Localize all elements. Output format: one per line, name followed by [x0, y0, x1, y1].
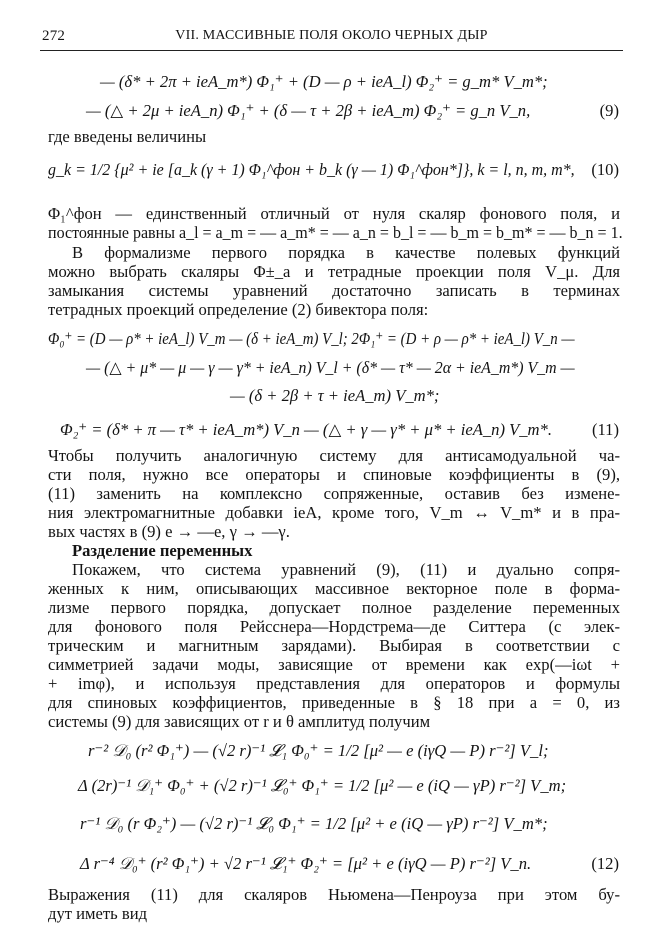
- equation-12-line-3: r⁻¹ 𝒟₀ (r Φ₂⁺) — (√2 r)⁻¹ 𝓛₀ Φ₁⁺ = 1/2 [μ² + e (iQ — γP) r⁻²] V_m*;: [80, 814, 548, 833]
- equation-11-line-1: Φ₀⁺ = (D — ρ* + ieA_l) V_m — (δ + ieA_m) V_l; 2Φ₁⁺ = (D + ρ — ρ* + ieA_l) V_n —: [48, 329, 575, 348]
- equation-12-line-4: Δ r⁻⁴ 𝒟₀⁺ (r² Φ₁⁺) + √2 r⁻¹ 𝓛₁⁺ Φ₂⁺ = [μ² + e (iγQ — P) r⁻²] V_n.: [80, 854, 532, 873]
- equation-11-number: (11): [591, 420, 619, 439]
- text-line: для спиновых коэффициентов, приведенные в § 18 при a = 0, из: [48, 693, 620, 712]
- text-line: В формализме первого порядка в качестве полевых функций: [72, 243, 620, 262]
- text-line: ния электромагнитные добавки ieA, кроме того, V_m ↔ V_m* и в пра-: [48, 503, 620, 522]
- text-line: трическим и магнитным зарядами). Выбирая в соответствии с: [48, 636, 620, 655]
- text-line: Выражения (11) для скаляров Ньюмена—Пенроуза при этом бу-: [48, 885, 620, 904]
- text-line: вых частях в (9) e → —e, γ → —γ.: [48, 522, 290, 541]
- text-line: для фонового поля Рейсснера—Нордстрема—де Ситтера (с элек-: [48, 617, 620, 636]
- running-header: [40, 24, 623, 51]
- equation-12-number: (12): [591, 854, 619, 873]
- text-line: Φ₁^фон — единственный отличный от нуля скаляр фонового поля, и: [48, 204, 620, 223]
- equation-11-line-4: Φ₂⁺ = (δ* + π — τ* + ieA_m*) V_n — (△ + γ — γ* + μ* + ieA_n) V_m*.: [60, 420, 552, 439]
- text-line: Покажем, что система уравнений (9), (11) и дуально сопря-: [72, 560, 620, 579]
- equation-10-number: (10): [591, 160, 619, 179]
- equation-12-line-1: r⁻² 𝒟₀ (r² Φ₁⁺) — (√2 r)⁻¹ 𝓛₁ Φ₀⁺ = 1/2 [μ² — e (iγQ — P) r⁻²] V_l;: [88, 741, 549, 760]
- equation-9-line-1: — (δ* + 2π + ieA_m*) Φ₁⁺ + (D — ρ + ieA_l) Φ₂⁺ = g_m* V_m*;: [100, 72, 548, 91]
- text-line: лизме первого порядка, допускает полное разделение переменных: [48, 598, 620, 617]
- equation-11-line-3: — (δ + 2β + τ + ieA_m) V_m*;: [230, 386, 440, 405]
- text-line: + imφ), и используя представления для операторов и формулы: [48, 674, 620, 693]
- text-line: постоянные равны a_l = a_m = — a_m* = — a_n = b_l = — b_m = b_m* = — b_n = 1.: [48, 223, 623, 242]
- page-number: 272: [42, 28, 66, 44]
- text-line: дут иметь вид: [48, 904, 148, 923]
- intro-line: где введены величины: [48, 127, 207, 146]
- text-line: сти поля, нужно все операторы и спиновые коэффициенты в (9),: [48, 465, 620, 484]
- text-line: системы (9) для зависящих от r и θ амплитуд получим: [48, 712, 431, 731]
- text-line: Чтобы получить аналогичную систему для антисамодуальной ча-: [48, 446, 620, 465]
- equation-11-line-2: — (△ + μ* — μ — γ — γ* + ieA_n) V_l + (δ* — τ* — 2α + ieA_m*) V_m —: [86, 358, 575, 377]
- text-line: женных к ним, описывающих массивное векторное поле в форма-: [48, 579, 620, 598]
- equation-12-line-2: Δ (2r)⁻¹ 𝒟₁⁺ Φ₀⁺ + (√2 r)⁻¹ 𝓛₀⁺ Φ₁⁺ = 1/2 [μ² — e (iQ — γP) r⁻²] V_m;: [78, 776, 567, 795]
- equation-9-line-2: — (△ + 2μ + ieA_n) Φ₁⁺ + (δ — τ + 2β + ieA_m) Φ₂⁺ = g_n V_n,: [86, 101, 531, 120]
- equation-9-number: (9): [599, 101, 619, 120]
- text-line: можно выбрать скаляры Φ±_a и тетрадные проекции поля V_μ. Для: [48, 262, 620, 281]
- text-line: симметрией задачи моды, зависящие от времени как exp(—iωt +: [48, 655, 620, 674]
- running-title: VII. МАССИВНЫЕ ПОЛЯ ОКОЛО ЧЕРНЫХ ДЫР: [175, 28, 488, 43]
- section-heading: Разделение переменных: [72, 541, 253, 560]
- text-line: замыкания системы уравнений достаточно записать в терминах: [48, 281, 620, 300]
- equation-10: g_k = 1/2 {μ² + ie [a_k (γ + 1) Φ₁^фон + b_k (γ — 1) Φ₁^фон*]}, k = l, n, m, m*,: [48, 160, 575, 179]
- text-line: (11) заменить на комплексно сопряженные, оставив без измене-: [48, 484, 620, 503]
- text-line: тетрадных проекций определение (2) бивектора поля:: [48, 300, 429, 319]
